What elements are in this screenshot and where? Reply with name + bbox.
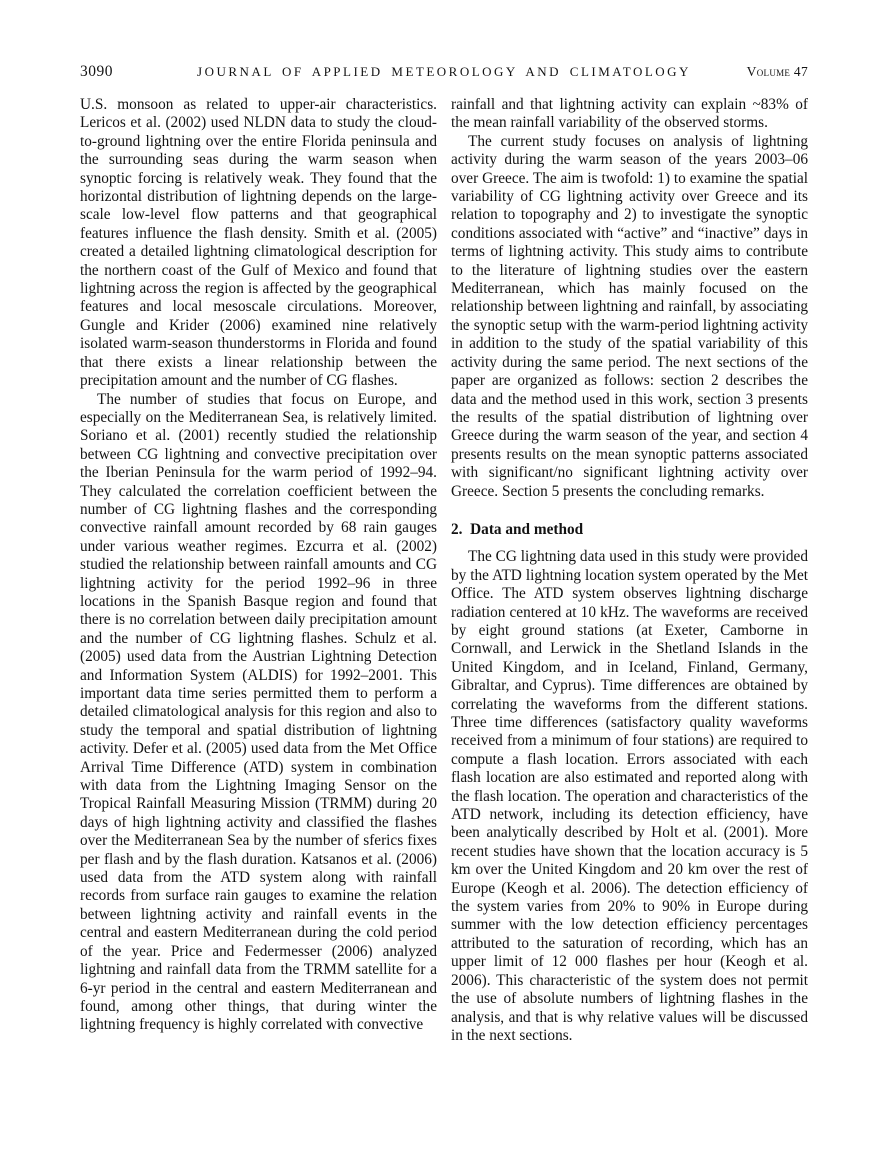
paragraph: The number of studies that focus on Europe, and especially on the Mediterranean Sea, is relatively limited. Soriano et al. (2001) recently studied the relationship between CG lightning and convective precipitation over the Iberian Peninsula for the warm period of 1992–94. They calculated the correlation coefficient between the number of CG lightning flashes and the corresponding convective rainfall amount recorded by 68 rain gauges under various weather regimes. Ezcurra et al. (2002) studied the relationship between rainfall amounts and CG lightning activity for the period 1992–96 in three locations in the Spanish Basque region and found that there is no correlation between daily precipitation amount and the number of CG lightning flashes. Schulz et al. (2005) used data from the Austrian Lightning Detection and Information System (ALDIS) for 1992–2001. This important data time series permitted them to perform a detailed climatological analysis for this region and also to study the temporal and spatial distribution of lightning activity. Defer et al. (2005) used data from the Met Office Arrival Time Difference (ATD) system in combination with data from the Lightning Imaging Sensor on the Tropical Rainfall Measuring Mission (TRMM) during 20 days of high lightning activity and classified the flashes over the Mediterranean Sea by the number of sferics fixes per flash and by the flash duration. Katsanos et al. (2006) used data from the ATD system along with rainfall records from surface rain gauges to examine the relation between lightning activity and rainfall events in the central and eastern Mediterranean during the cold period of the year. Price and Federmesser (2006) analyzed lightning and rainfall data from the TRMM satellite for a 6-yr period in the central and eastern Mediterranean and found, among other things, that during winter the lightning frequency is highly correlated with convective <box>80 390 437 1034</box>
paragraph: The current study focuses on analysis of lightning activity during the warm season of the years 2003–06 over Greece. The aim is twofold: 1) to examine the spatial variability of CG lightning activity over Greece and its relation to topography and 2) to investigate the synoptic conditions associated with “active” and “inactive” days in terms of lightning activity. This study aims to contribute to the literature of lightning studies over the eastern Mediterranean, which has mainly focused on the relationship between lightning and rainfall, by associating the synoptic setup with the warm-period lightning activity in addition to the study of the spatial variability of this activity during the same period. The next sections of the paper are organized as follows: section 2 describes the data and the method used in this work, section 3 presents the results of the spatial distribution of lightning over Greece during the warm season of the year, and section 4 presents results on the mean synoptic patterns associated with significant/no significant lightning activity over Greece. Section 5 presents the concluding remarks. <box>451 132 808 500</box>
paragraph-continued-from-left-column: rainfall and that lightning activity can explain ~83% of the mean rainfall variability of the observed storms. <box>451 96 808 132</box>
section-heading-data-and-method: 2. Data and method <box>451 520 584 538</box>
volume-label: Volume 47 <box>746 64 808 79</box>
page-number: 3090 <box>80 63 113 80</box>
right-column <box>451 96 808 1045</box>
running-header <box>80 63 808 81</box>
body-columns <box>80 96 808 1045</box>
paragraph-continued-from-previous-page: U.S. monsoon as related to upper-air characteristics. Lericos et al. (2002) used NLDN data to study the cloud-to-ground lightning over the entire Florida peninsula and the surrounding seas during the warm season when synoptic forcing is relatively weak. They found that the horizontal distribution of lightning depends on the large-scale low-level flow patterns and that geographical features influence the flash density. Smith et al. (2005) created a detailed lightning climatological description for the northern coast of the Gulf of Mexico and found that lightning across the region is affected by the geographical features and local mesoscale circulations. Moreover, Gungle and Krider (2006) examined nine relatively isolated warm-season thunderstorms in Florida and found that there exists a linear relationship between the precipitation amount and the number of CG flashes. <box>80 96 437 390</box>
journal-title: JOURNAL OF APPLIED METEOROLOGY AND CLIMATOLOGY <box>197 64 691 79</box>
paragraph: The CG lightning data used in this study were provided by the ATD lightning location system operated by the Met Office. The ATD system observes lightning discharge radiation centered at 10 kHz. The waveforms are received by eight ground stations (at Exeter, Camborne in Cornwall, and Lerwick in the Shetland Islands in the United Kingdom, and in Iceland, Finland, Germany, Gibraltar, and Cyprus). Time differences are obtained by correlating the waveforms from the different stations. Three time differences (satisfactory quality waveforms received from a minimum of four stations) are required to compute a flash location. Errors associated with each flash location are also estimated and reported along with the flash location. The operation and characteristics of the ATD network, including its detection efficiency, have been analytically described by Holt et al. (2001). More recent studies have shown that the location accuracy is 5 km over the United Kingdom and 20 km over the rest of Europe (Keogh et al. 2006). The detection efficiency of the system varies from 20% to 90% in Europe during summer with the low detection efficiency percentages attributed to the saturation of recording, which has an upper limit of 12 000 flashes per hour (Keogh et al. 2006). This characteristic of the system does not permit the use of absolute numbers of lightning flashes in the analysis, and that is why relative values will be discussed in the next sections. <box>451 548 808 1044</box>
left-column <box>80 96 437 1045</box>
